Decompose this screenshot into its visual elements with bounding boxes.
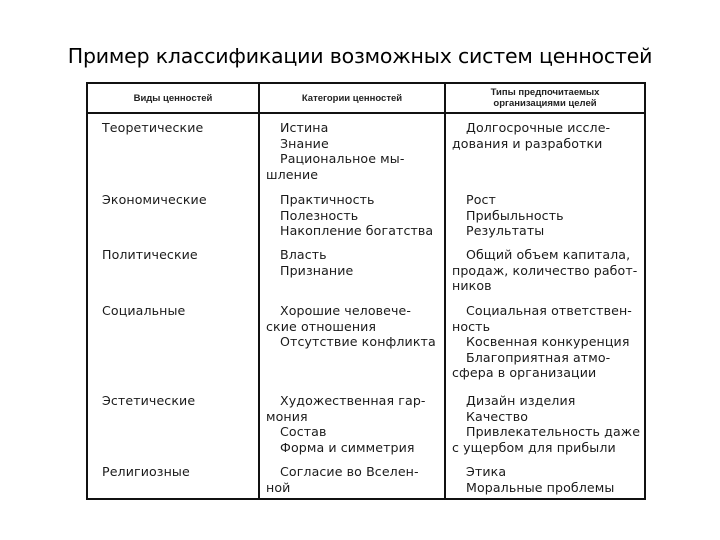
- category-line: мония: [266, 408, 308, 424]
- header-goal-types: [446, 84, 644, 112]
- header-goal-types-line1: Типы предпочитаемых: [490, 87, 600, 98]
- goal-line: Результаты: [466, 223, 545, 238]
- category-line: Накопление богатства: [280, 223, 434, 238]
- category-line: Практичность: [280, 192, 375, 207]
- category-line: Согласие во Вселен-: [280, 464, 419, 479]
- row-categories: [266, 120, 404, 182]
- goal-line: сфера в организации: [452, 365, 597, 380]
- goal-line: Социальная ответствен-: [466, 303, 632, 318]
- row-categories: [266, 192, 433, 239]
- goal-line: Привлекательность даже: [466, 424, 641, 439]
- category-line: Художественная гар-: [280, 393, 426, 408]
- row-type: Экономические: [102, 192, 207, 207]
- goal-line: Этика: [466, 464, 507, 479]
- row-categories: [266, 303, 436, 350]
- row-categories: [266, 393, 426, 455]
- row-type: Политические: [102, 247, 198, 262]
- goal-line: Моральные проблемы: [466, 479, 615, 495]
- goal-line: Рост: [466, 192, 496, 207]
- goal-line: Косвенная конкуренция: [466, 334, 630, 349]
- row-type: Религиозные: [102, 464, 190, 479]
- category-line: Форма и симметрия: [280, 439, 415, 455]
- row-goals: [452, 464, 614, 495]
- row-goals: [452, 247, 637, 294]
- category-line: Знание: [280, 135, 329, 151]
- category-line: ной: [266, 479, 291, 495]
- category-line: шление: [266, 166, 319, 182]
- column-divider: [258, 84, 260, 498]
- goal-line: Дизайн изделия: [466, 393, 576, 408]
- category-line: Истина: [280, 120, 329, 135]
- row-goals: [452, 393, 640, 455]
- row-goals: [452, 192, 564, 239]
- category-line: Признание: [280, 262, 354, 278]
- category-line: Состав: [280, 424, 327, 439]
- table-header: [88, 84, 644, 114]
- row-type: Социальные: [102, 303, 186, 318]
- goal-line: ников: [452, 278, 492, 293]
- header-goal-types-line2: организациями целей: [493, 98, 597, 109]
- goal-line: Прибыльность: [466, 207, 564, 223]
- goal-line: Общий объем капитала,: [466, 247, 631, 262]
- values-table: [86, 82, 646, 500]
- category-line: Полезность: [280, 207, 359, 223]
- header-value-types: Виды ценностей: [133, 92, 213, 104]
- category-line: Отсутствие конфликта: [280, 334, 436, 349]
- goal-line: дования и разработки: [452, 135, 603, 151]
- category-line: ские отношения: [266, 318, 377, 334]
- row-categories: [266, 464, 419, 495]
- goal-line: с ущербом для прибыли: [452, 439, 616, 455]
- goal-line: Благоприятная атмо-: [466, 349, 611, 365]
- category-line: Власть: [280, 247, 327, 262]
- goal-line: Долгосрочные иссле-: [466, 120, 611, 135]
- row-goals: [452, 303, 632, 381]
- header-value-categories: Категории ценностей: [301, 92, 403, 104]
- row-type: Теоретические: [102, 120, 204, 135]
- category-line: Хорошие человече-: [280, 303, 412, 318]
- slide-title: Пример классификации возможных систем ценностей: [67, 44, 653, 68]
- row-goals: [452, 120, 610, 151]
- goal-line: Качество: [466, 408, 529, 424]
- goal-line: ность: [452, 318, 491, 334]
- row-categories: [266, 247, 353, 278]
- category-line: Рациональное мы-: [280, 151, 405, 166]
- goal-line: продаж, количество работ-: [452, 262, 638, 278]
- column-divider: [444, 84, 446, 498]
- row-type: Эстетические: [102, 393, 196, 408]
